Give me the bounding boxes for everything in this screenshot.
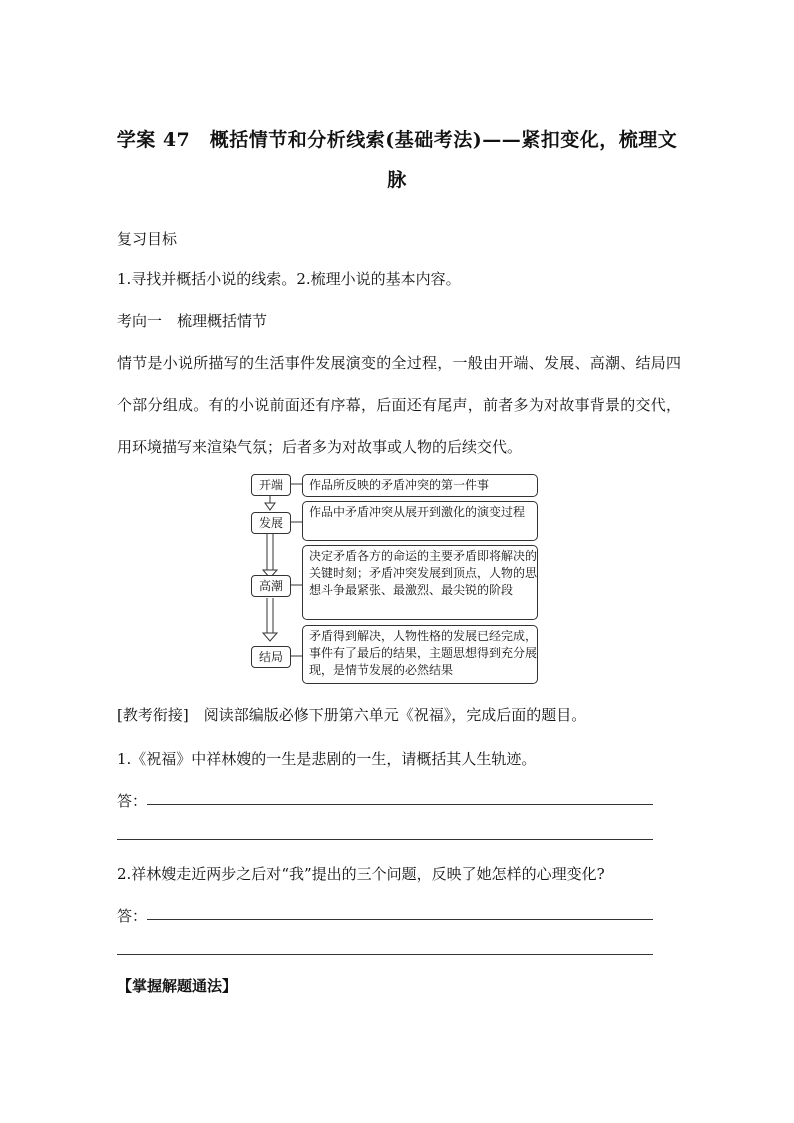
answer-line[interactable] [117, 839, 653, 840]
flow-desc-climax: 决定矛盾各方的命运的主要矛盾即将解决的关键时刻；矛盾冲突发展到顶点，人物的思想斗争最紧张、最激烈、最尖锐的阶段 [302, 545, 538, 620]
down-arrow-icon [265, 496, 275, 510]
method-heading: 【掌握解题通法】 [117, 977, 238, 995]
answer-line[interactable] [117, 954, 653, 955]
page-title [100, 120, 694, 200]
review-heading: 复习目标 [117, 230, 178, 248]
section-heading: 考向一 梳理概括情节 [117, 312, 268, 330]
review-goals: 1.寻找并概括小说的线索。2.梳理小说的基本内容。 [117, 270, 461, 288]
intro-paragraph: 情节是小说所描写的生活事件发展演变的全过程，一般由开端、发展、高潮、结局四个部分组成。有的小说前面还有序幕，后面还有尾声，前者多为对故事背景的交代，用环境描写来渲染气氛；后者多为对故事或人物的后续交代。 [117, 354, 681, 456]
down-arrow-icon [263, 534, 277, 578]
answer-line[interactable] [147, 804, 653, 805]
flow-desc-ending: 矛盾得到解决，人物性格的发展已经完成，事件有了最后的结果，主题思想得到充分展现，是情节发展的必然结果 [302, 625, 538, 684]
teaching-link-instruction: [教考衔接] 阅读部编版必修下册第六单元《祝福》，完成后面的题目。 [117, 706, 587, 724]
flow-desc-development: 作品中矛盾冲突从展开到激化的演变过程 [302, 501, 538, 541]
flow-label-ending: 结局 [251, 646, 291, 668]
answer-label-2: 答： [117, 907, 148, 925]
down-arrow-icon [263, 598, 277, 641]
answer-line[interactable] [147, 919, 653, 920]
question-2: 2.祥林嫂走近两步之后对“我”提出的三个问题，反映了她怎样的心理变化? [117, 865, 605, 883]
flow-label-development: 发展 [251, 512, 291, 534]
flow-desc-start: 作品所反映的矛盾冲突的第一件事 [302, 474, 538, 497]
title-line-1: 学案 47 概括情节和分析线索(基础考法)——紧扣变化，梳理文 [116, 129, 678, 151]
title-line-2: 脉 [387, 169, 407, 191]
answer-label-1: 答： [117, 792, 148, 810]
question-1: 1.《祝福》中祥林嫂的一生是悲剧的一生，请概括其人生轨迹。 [117, 750, 537, 768]
flow-label-start: 开端 [251, 474, 291, 496]
flow-label-climax: 高潮 [251, 575, 291, 597]
